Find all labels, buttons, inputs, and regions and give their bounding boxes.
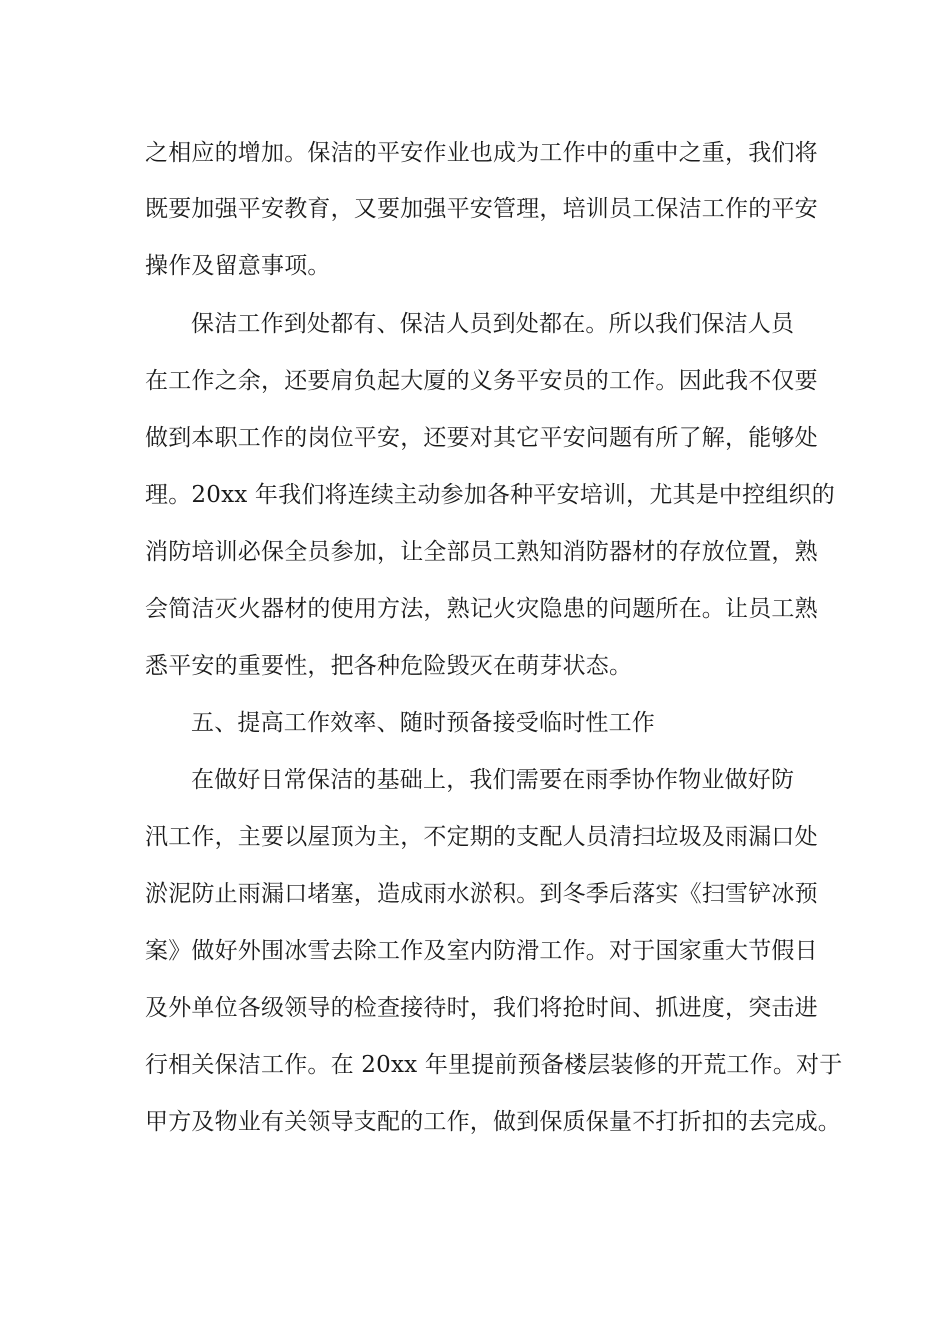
text-line-2: 既要加强平安教育，又要加强平安管理，培训员工保洁工作的平安 (145, 196, 818, 222)
text-line-18: 甲方及物业有关领导支配的工作，做到保质保量不打折扣的去完成。 (145, 1109, 841, 1135)
text-line-3: 操作及留意事项。 (145, 253, 331, 279)
text-line-10: 悉平安的重要性，把各种危险毁灭在萌芽状态。 (145, 653, 633, 679)
text-line-1: 之相应的增加。保洁的平安作业也成为工作中的重中之重，我们将 (145, 140, 818, 166)
text-line-17: 行相关保洁工作。在 20xx 年里提前预备楼层装修的开荒工作。对于 (145, 1052, 843, 1078)
text-line-4: 保洁工作到处都有、保洁人员到处都在。所以我们保洁人员 (191, 311, 795, 337)
text-line-12: 在做好日常保洁的基础上，我们需要在雨季协作物业做好防 (191, 767, 795, 793)
text-line-16: 及外单位各级领导的检查接待时，我们将抢时间、抓进度，突击进 (145, 995, 818, 1021)
section-heading: 五、提高工作效率、随时预备接受临时性工作 (191, 710, 655, 736)
text-line-14: 淤泥防止雨漏口堵塞，造成雨水淤积。到冬季后落实《扫雪铲冰预 (145, 881, 818, 907)
text-line-9: 会简洁灭火器材的使用方法，熟记火灾隐患的问题所在。让员工熟 (145, 596, 818, 622)
text-line-6: 做到本职工作的岗位平安，还要对其它平安问题有所了解，能够处 (145, 425, 818, 451)
text-line-5: 在工作之余，还要肩负起大厦的义务平安员的工作。因此我不仅要 (145, 368, 818, 394)
text-line-7: 理。20xx 年我们将连续主动参加各种平安培训，尤其是中控组织的 (145, 482, 835, 508)
text-line-8: 消防培训必保全员参加，让全部员工熟知消防器材的存放位置，熟 (145, 539, 818, 565)
text-line-15: 案》做好外围冰雪去除工作及室内防滑工作。对于国家重大节假日 (145, 938, 818, 964)
text-line-13: 汛工作，主要以屋顶为主，不定期的支配人员清扫垃圾及雨漏口处 (145, 824, 818, 850)
